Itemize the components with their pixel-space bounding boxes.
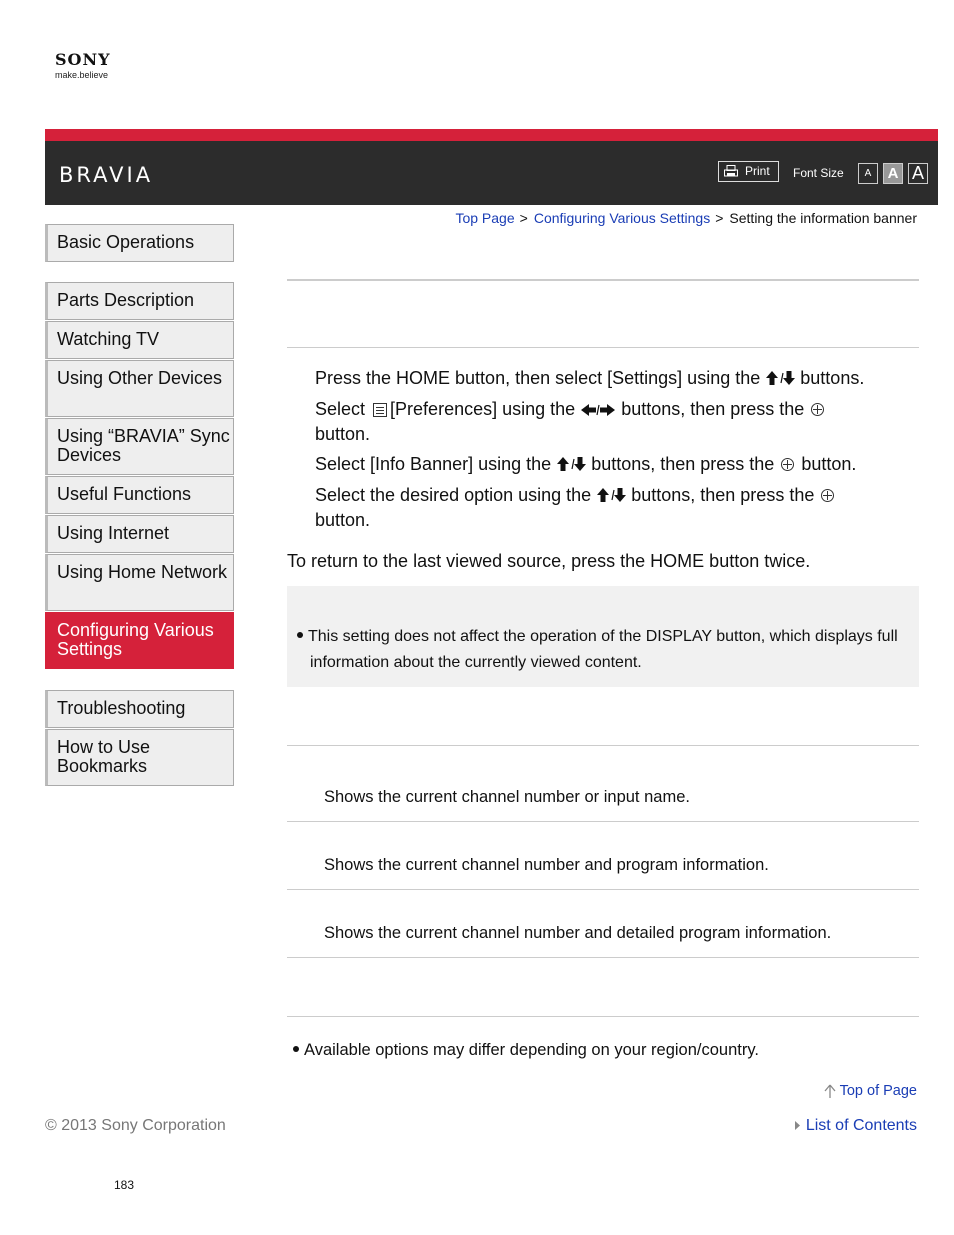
up-arrow-icon (824, 1084, 836, 1098)
step-1: Press the HOME button, then select [Settings] using the buttons. (315, 368, 865, 388)
bullet-icon (293, 1046, 299, 1052)
print-button[interactable] (718, 161, 779, 182)
nav-troubleshooting[interactable]: Troubleshooting (45, 690, 234, 728)
top-of-page-link[interactable]: Top of Page (824, 1083, 917, 1099)
region-note: Available options may differ depending on your region/country. (293, 1041, 759, 1060)
return-instruction: To return to the last viewed source, press the HOME button twice. (287, 551, 811, 571)
nav-useful-functions[interactable]: Useful Functions (45, 476, 234, 514)
note-item: This setting does not affect the operation of the DISPLAY button, which displays full information about the currently viewed content. (297, 624, 907, 676)
nav-using-internet[interactable]: Using Internet (45, 515, 234, 553)
option-divider (287, 821, 919, 822)
font-size-label: Font Size (793, 166, 844, 180)
option-divider (287, 957, 919, 958)
note2-divider (287, 1016, 919, 1017)
bravia-logo: BRAVIA (59, 163, 154, 187)
print-icon (724, 165, 738, 177)
page-number: 183 (114, 1178, 135, 1192)
up-down-arrow-icon (556, 456, 586, 472)
list-of-contents-link[interactable]: List of Contents (794, 1117, 917, 1135)
breadcrumb-configuring-settings[interactable]: Configuring Various Settings (533, 210, 711, 226)
step-4: Select the desired option using the buttons, then press the button. (315, 483, 895, 533)
left-right-arrow-icon (580, 403, 616, 417)
nav-using-other-devices[interactable]: Using Other Devices (45, 360, 234, 417)
bullet-icon (297, 632, 303, 638)
right-triangle-icon (794, 1120, 801, 1131)
font-size-medium-button[interactable]: A (883, 163, 903, 184)
nav-parts-description[interactable]: Parts Description (45, 282, 234, 320)
step-3: Select [Info Banner] using the buttons, then press the button. (315, 454, 857, 474)
enter-button-icon (781, 458, 794, 471)
up-down-arrow-icon (765, 370, 795, 386)
enter-button-icon (821, 489, 834, 502)
preferences-icon (373, 403, 387, 417)
option-divider (287, 889, 919, 890)
nav-bravia-sync-devices[interactable]: Using “BRAVIA” Sync Devices (45, 418, 234, 475)
font-size-large-button[interactable]: A (908, 163, 928, 184)
nav-configuring-various-settings[interactable]: Configuring Various Settings (45, 612, 234, 669)
nav-basic-operations[interactable]: Basic Operations (45, 224, 234, 262)
header-accent-bar (45, 129, 938, 141)
nav-watching-tv[interactable]: Watching TV (45, 321, 234, 359)
enter-button-icon (811, 403, 824, 416)
breadcrumb-current: Setting the information banner (729, 210, 917, 226)
sony-tagline: make.believe (55, 70, 109, 80)
sony-wordmark: SONY (55, 50, 111, 69)
up-down-arrow-icon (596, 487, 626, 503)
header-bar (45, 141, 938, 205)
option-description-3: Shows the current channel number and detailed program information. (324, 924, 832, 942)
options-top-divider (287, 745, 919, 746)
font-size-small-button[interactable]: A (858, 163, 878, 184)
nav-how-to-use-bookmarks[interactable]: How to Use Bookmarks (45, 729, 234, 786)
print-label: Print (745, 164, 770, 178)
step-2: Select [Preferences] using the buttons, then press the button. (315, 397, 875, 447)
copyright: © 2013 Sony Corporation (45, 1117, 226, 1134)
title-divider (287, 279, 919, 281)
steps-divider (287, 347, 919, 348)
nav-using-home-network[interactable]: Using Home Network (45, 554, 234, 611)
breadcrumb-top-page[interactable]: Top Page (455, 210, 515, 226)
breadcrumb: Top Page > Configuring Various Settings > Setting the information banner (455, 210, 917, 226)
note-box (287, 586, 919, 687)
sony-logo (55, 52, 111, 81)
option-description-2: Shows the current channel number and program information. (324, 856, 769, 874)
option-description-1: Shows the current channel number or input name. (324, 788, 690, 806)
